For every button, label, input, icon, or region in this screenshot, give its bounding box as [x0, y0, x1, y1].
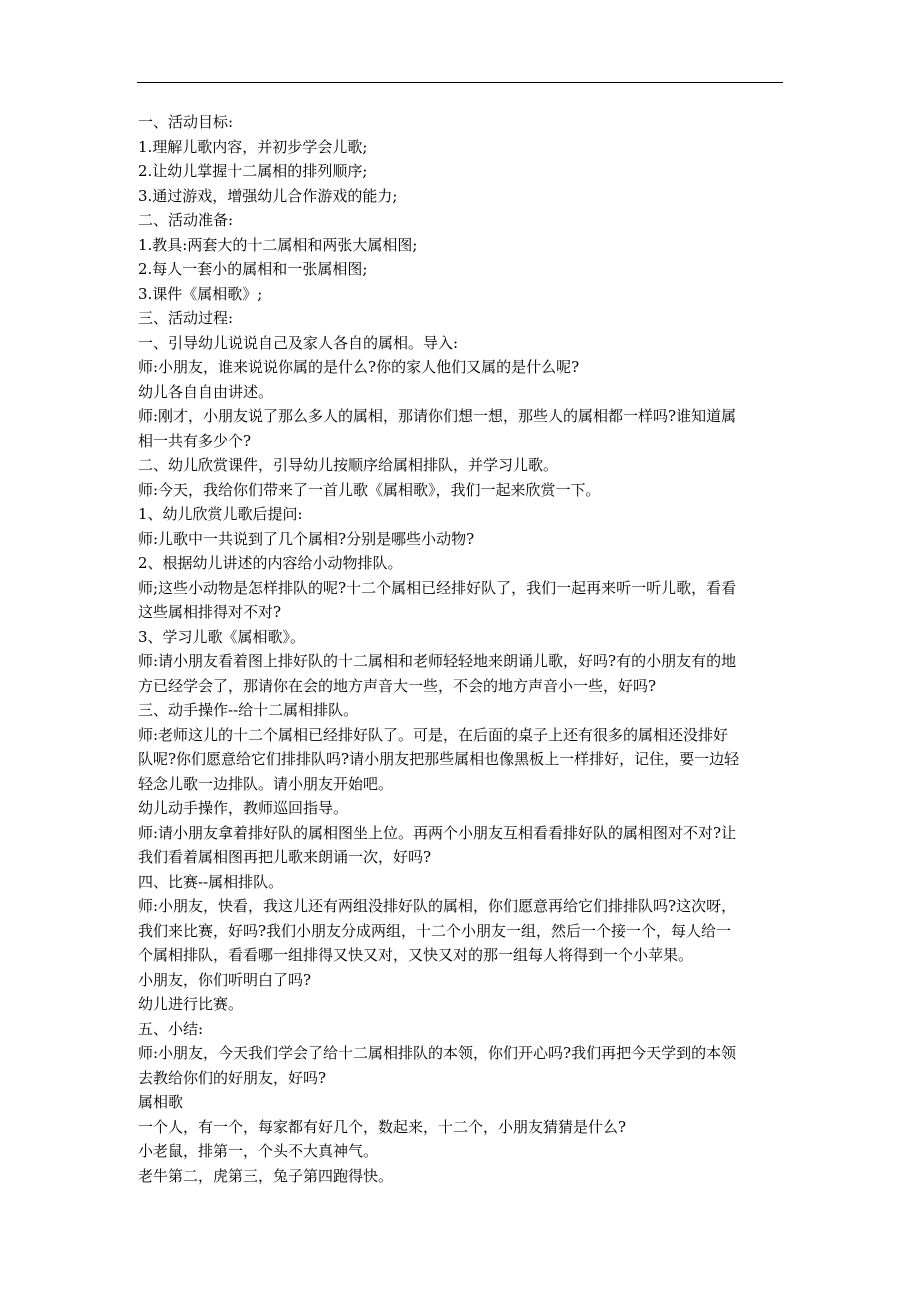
text-line: 师:老师这儿的十二个属相已经排好队了。可是，在后面的桌子上还有很多的属相还没排好: [138, 725, 729, 744]
text-line: 师:请小朋友拿着排好队的属相图坐上位。再两个小朋友互相看看排好队的属相图对不对?让: [138, 823, 737, 842]
text-line: 3.课件《属相歌》;: [138, 284, 263, 303]
text-line: 三、动手操作--给十二属相排队。: [138, 701, 359, 719]
text-line: 我们看着属相图再把儿歌来朗诵一次，好吗?: [138, 848, 432, 866]
text-line: 这些属相排得对不对?: [138, 603, 282, 621]
text-line: 1.理解儿歌内容，并初步学会儿歌;: [138, 137, 368, 156]
text-line: 二、活动准备:: [138, 211, 234, 229]
text-line: 去教给你们的好朋友，好吗?: [138, 1068, 327, 1087]
text-line: 我们来比赛，好吗?我们小朋友分成两组，十二个小朋友一组，然后一个接一个，每人给一: [138, 921, 732, 940]
text-line: 一个人，有一个，每家都有好几个，数起来，十二个，小朋友猜猜是什么?: [138, 1117, 627, 1136]
text-line: 2.让幼儿掌握十二属相的排列顺序;: [138, 162, 368, 180]
text-line: 2.每人一套小的属相和一张属相图;: [138, 260, 368, 278]
text-line: 一、活动目标:: [138, 113, 234, 131]
text-line: 轻念儿歌一边排队。请小朋友开始吧。: [138, 774, 394, 793]
text-line: 相一共有多少个?: [138, 431, 252, 450]
text-line: 1.教具:两套大的十二属相和两张大属相图;: [138, 235, 418, 254]
text-line: 师:请小朋友看着图上排好队的十二属相和老师轻轻地来朗诵儿歌，好吗?有的小朋友有的地: [138, 652, 737, 670]
text-line: 1、幼儿欣赏儿歌后提问:: [138, 505, 303, 523]
text-line: 幼儿各自自由讲述。: [138, 382, 274, 401]
text-line: 老牛第二，虎第三，兔子第四跑得快。: [138, 1166, 394, 1185]
text-line: 2、根据幼儿讲述的内容给小动物排队。: [138, 554, 403, 572]
text-line: 师:今天，我给你们带来了一首儿歌《属相歌》，我们一起来欣赏一下。: [138, 480, 601, 499]
text-line: 师:刚才，小朋友说了那么多人的属相，那请你们想一想，那些人的属相都一样吗?谁知道属: [138, 407, 737, 425]
text-line: 三、活动过程:: [138, 309, 234, 327]
text-line: 幼儿进行比赛。: [138, 995, 244, 1013]
text-line: 一、引导幼儿说说自己及家人各自的属相。导入:: [138, 333, 459, 352]
text-line: 师:小朋友，快看，我这儿还有两组没排好队的属相，你们愿意再给它们排排队吗?这次呀，: [138, 897, 737, 915]
text-line: 师:儿歌中一共说到了几个属相?分别是哪些小动物?: [138, 529, 475, 548]
text-line: 属相歌: [138, 1093, 184, 1111]
text-line: 方已经学会了，那请你在会的地方声音大一些，不会的地方声音小一些，好吗?: [138, 676, 657, 695]
text-line: 小老鼠，排第一，个头不大真神气。: [138, 1142, 379, 1160]
text-line: 队呢?你们愿意给它们排排队吗?请小朋友把那些属相也像黑板上一样排好，记住，要一边轻: [138, 750, 740, 768]
text-line: 个属相排队，看看哪一组排得又快又对，又快又对的那一组每人将得到一个小苹果。: [138, 946, 694, 964]
document-body: [138, 110, 788, 1188]
text-line: 二、幼儿欣赏课件，引导幼儿按顺序给属相排队，并学习儿歌。: [138, 456, 559, 474]
header-rule: [137, 82, 783, 83]
text-line: 师:小朋友，今天我们学会了给十二属相排队的本领，你们开心吗?我们再把今天学到的本领: [138, 1044, 737, 1062]
text-line: 小朋友，你们听明白了吗?: [138, 970, 312, 989]
text-line: 师:小朋友，谁来说说你属的是什么?你的家人他们又属的是什么呢?: [138, 358, 580, 376]
text-line: 四、比赛--属相排队。: [138, 872, 284, 891]
text-line: 3.通过游戏，增强幼儿合作游戏的能力;: [138, 186, 398, 205]
text-line: 幼儿动手操作，教师巡回指导。: [138, 799, 349, 817]
text-line: 五、小结:: [138, 1019, 204, 1038]
text-line: 3、学习儿歌《属相歌》。: [138, 627, 306, 646]
text-line: 师;这些小动物是怎样排队的呢?十二个属相已经排好队了，我们一起再来听一听儿歌，看看: [138, 578, 737, 597]
